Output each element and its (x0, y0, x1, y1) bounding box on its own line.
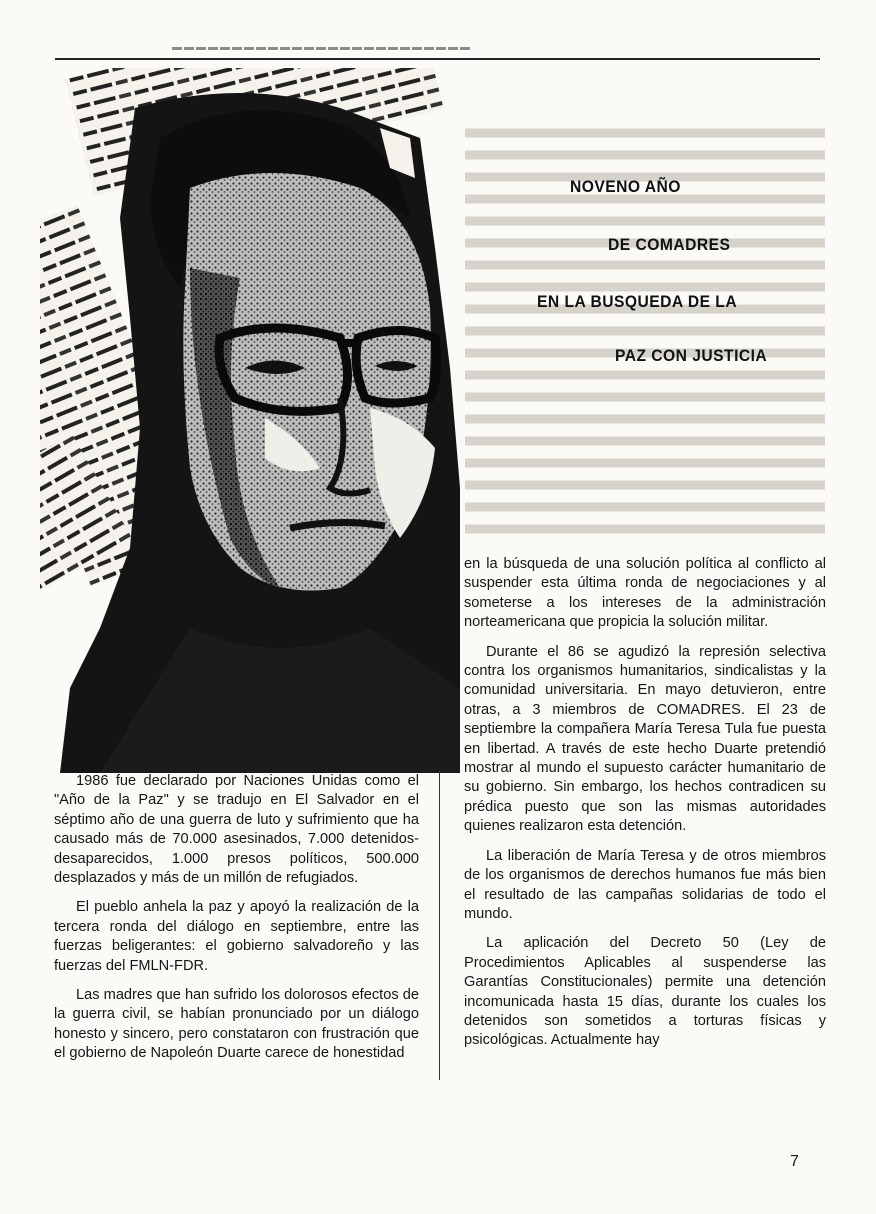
header-rule (55, 58, 820, 60)
portrait-collage-illustration (40, 68, 460, 773)
portrait-collage-drawing (40, 68, 460, 773)
bleed-through-header (170, 42, 470, 53)
left-text-column (54, 772, 419, 1074)
headline-line-2: DE COMADRES (608, 235, 731, 254)
column-divider (439, 770, 440, 1080)
right-paragraph: en la búsqueda de una solución política al conflicto al suspender esta última ronda de negociaciones y al someterse a los intereses de la administración norteamericana que propicia la solución militar. (464, 556, 826, 631)
right-paragraph: La aplicación del Decreto 50 (Ley de Procedimientos Aplicables al suspenderse las Garantías Constitucionales) permite una detención incomunicada hasta 15 días, durante los cuales los detenidos son sometidos a torturas físicas y psicológicas. Actualmente hay (464, 935, 826, 1049)
left-paragraph: Las madres que han sufrido los dolorosos efectos de la guerra civil, se habían pronunciado por un diálogo honesto y sincero, pero constataron con frustración que el gobierno de Napoleón Duarte carece de honestidad (54, 987, 419, 1062)
right-paragraph: Durante el 86 se agudizó la represión selectiva contra los organismos humanitarios, sindicalistas y la comunidad universitaria. En mayo detuvieron, entre otras, a 3 miembros de COMADRES. El 23 de septiembre la compañera María Teresa Tula fue puesta en libertad. A través de este hecho Duarte pretendió mostrar al mundo el supuesto carácter humanitario de su gobierno. Sin embargo, los hechos contradicen su prédica puesto que son las mismas autoridades quienes realizaron esta detención. (464, 643, 826, 835)
headline-line-1: NOVENO AÑO (570, 177, 681, 196)
page-number: 7 (790, 1153, 799, 1170)
bleed-through-header-bar: ▬▬▬▬▬▬▬▬▬▬▬▬▬▬▬▬▬▬▬▬▬▬▬▬▬ (170, 42, 470, 53)
headline-line-4: PAZ CON JUSTICIA (615, 346, 768, 365)
headline-line-3: EN LA BUSQUEDA DE LA (537, 292, 738, 311)
right-paragraph: La liberación de María Teresa y de otros miembros de los organismos de derechos humanos fue más bien el resultado de las campañas solidarias de todo el mundo. (464, 847, 826, 922)
left-paragraph: 1986 fue declarado por Naciones Unidas como el "Año de la Paz" y se tradujo en El Salvador en el séptimo año de una guerra de luto y sufrimiento que ha causado más de 70.000 asesinados, 7.000 detenidos-desaparecidos, 1.000 presos políticos, 500.000 desplazados y más de un millón de refugiados. (54, 773, 419, 887)
left-paragraph: El pueblo anhela la paz y apoyó la realización de la tercera ronda del diálogo en septiembre, entre las fuerzas beligerantes: el gobierno salvadoreño y las fuerzas del FMLN-FDR. (54, 899, 419, 974)
right-text-column (464, 555, 826, 1061)
